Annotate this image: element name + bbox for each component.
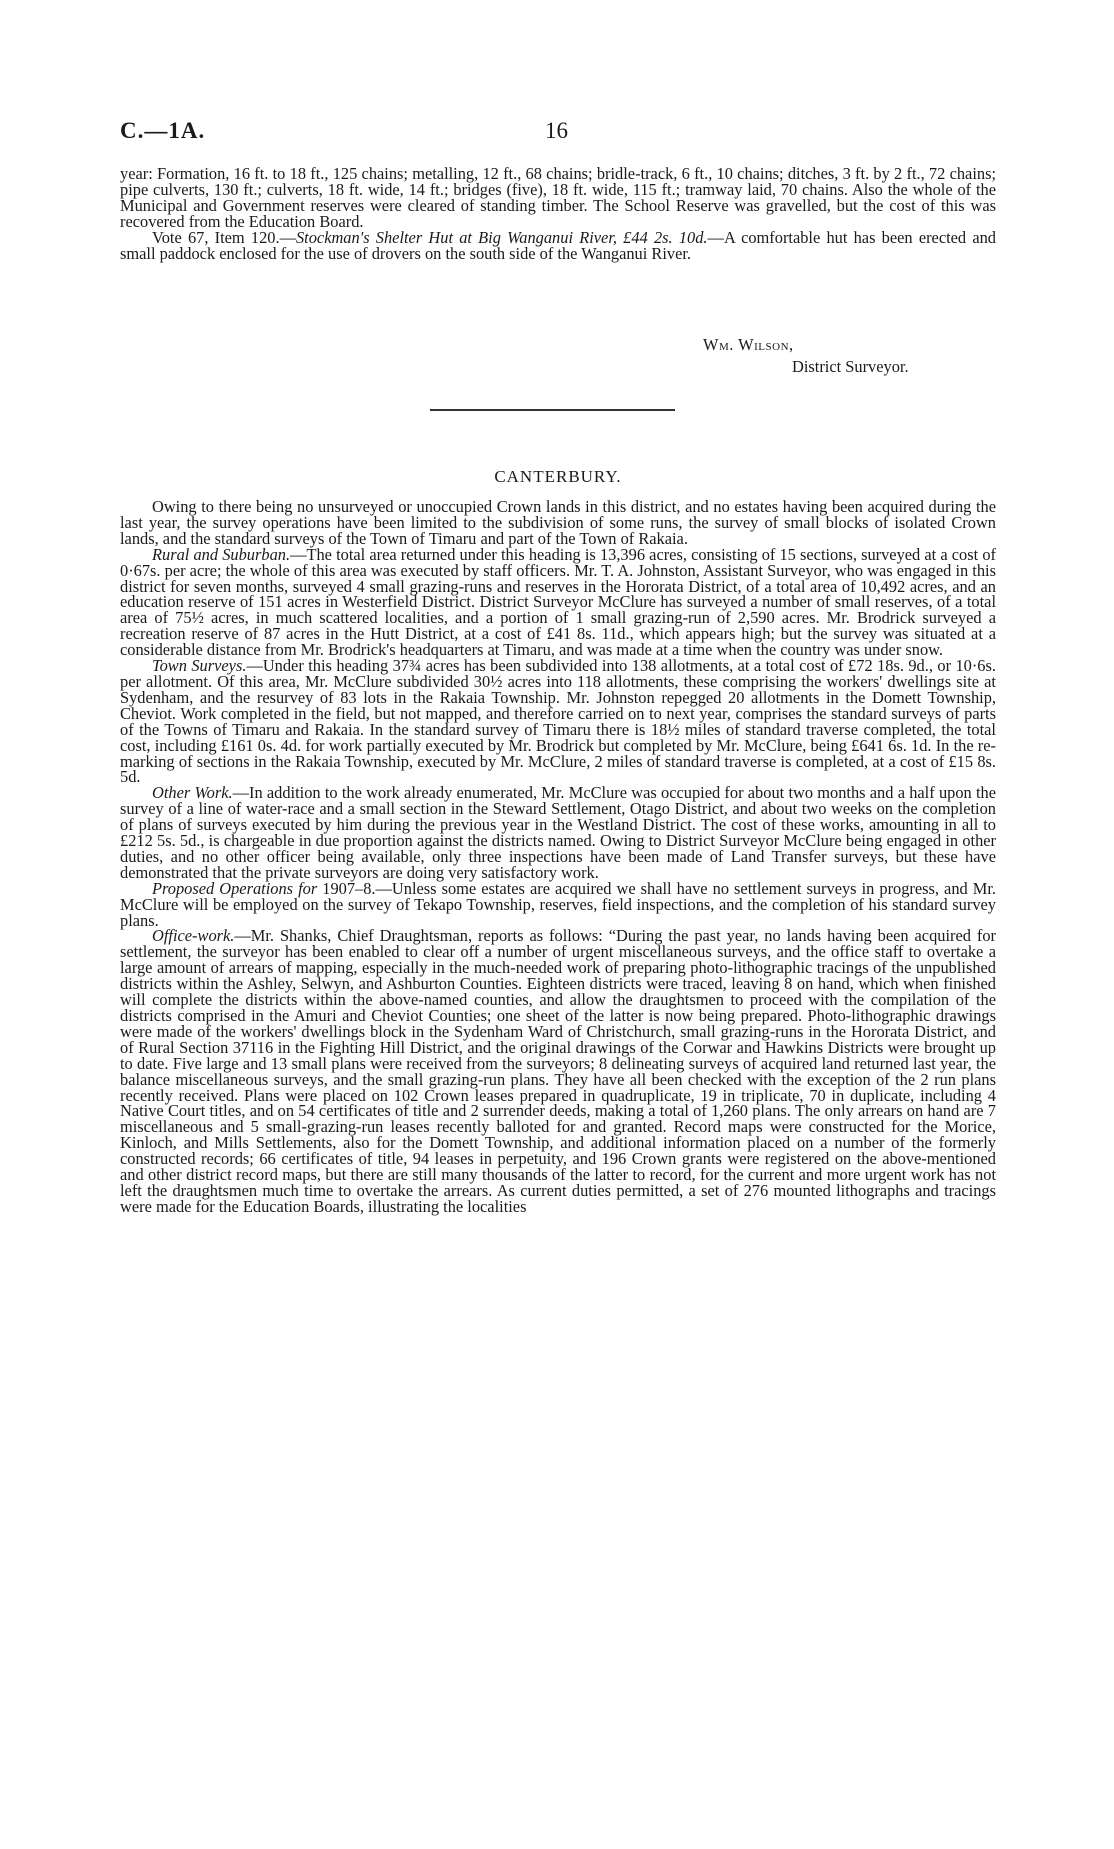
paragraph-office [120,928,996,1214]
page-number: 16 [545,118,568,143]
rural-title: Rural and Suburban. [152,544,291,564]
vote-item-title: Stockman's Shelter Hut at Big Wanganui River, £44 2s. 10d. [295,227,708,247]
paragraph-works-summary: year: Formation, 16 ft. to 18 ft., 125 chains; metalling, 12 ft., 68 chains; bridle-track, 6 ft., 10 chains; ditches, 3 ft. by 2 ft., 72 chains; pipe culverts, 130 ft.; culverts, 18 ft. wide, 14 ft.; bridges (five), 18 ft. wide, 115 ft.; tramway laid, 70 chains. Also the whole of the Municipal and Government reserves were cleared of standing timber. The School Reserve was gravelled, but the cost of this was recovered from the Education Board. [120,164,996,231]
paragraph-proposed [120,878,996,930]
vote-item-body: —A comfortable hut has been erected and small paddock enclosed for the use of drovers on the south side of the Wanganui River. [120,227,996,263]
rural-body: —The total area returned under this heading is 13,396 acres, consisting of 15 sections, surveyed at a cost of 0·67s. per acre; the whole of this area was executed by staff officers. Mr. T. A. Johnston, Assistant Surveyor, who was engaged in this district for seven months, surveyed 4 small grazing-runs and reserves in the Hororata District, of a total area of 10,492 acres, and an education reserve of 151 acres in Westerfield District. District Surveyor McClure has surveyed a number of small reserves, of a total area of 75½ acres, in much scattered localities, and a portion of 1 small grazing-run of 2,590 acres. Mr. Brodrick surveyed a recreation reserve of 87 acres in the Hutt District, at a cost of £41 8s. 11d., which appears high; but the survey was situated at a considerable distance from Mr. Brodrick's headquarters at Timaru, and was made at a time when the country was under snow. [120,544,996,660]
signature-title: District Surveyor. [792,357,909,376]
section-heading-canterbury: CANTERBURY. [494,467,622,486]
continued-report-section [120,166,996,261]
town-body: —Under this heading 37¾ acres has been subdivided into 138 allotments, at a total cost of £72 18s. 9d., or 10·6s. per allotment. Of this area, Mr. McClure subdivided 30½ acres into 118 allotments, these comprising the workers' dwellings site at Sydenham, and the resurvey of 83 lots in the Rakaia Township. Mr. Johnston repegged 20 allotments in the Domett Township, Cheviot. Work completed in the field, but not mapped, and therefore carried on to next year, comprises the standard surveys of parts of the Towns of Timaru and Rakaia. In the standard survey of Timaru there is 18½ miles of standard traverse completed, the total cost, including £161 0s. 4d. for work partially executed by Mr. Brodrick but completed by Mr. McClure, being £641 6s. 1d. In the re-marking of sections in the Rakaia Township, executed by Mr. McClure, 2 miles of standard traverse is completed, at a cost of £15 8s. 5d. [120,656,996,787]
document-reference: C.—1A. [120,118,206,143]
canterbury-report [120,499,996,1215]
other-title: Other Work. [152,783,233,803]
signature-name: Wm. Wilson, [703,335,794,354]
town-title: Town Surveys. [152,656,247,676]
proposed-body: —Unless some estates are acquired we shall have no settlement surveys in progress, and Mr. McClure will be employed on the survey of Tekapo Township, reserves, field inspections, and the completion of his standard survey plans. [120,878,996,930]
paragraph-rural [120,544,996,660]
office-title: Office-work. [152,926,235,946]
vote-item-lead: Vote 67, Item 120.— [152,227,296,247]
other-body: —In addition to the work already enumerated, Mr. McClure was occupied for about two months and a half upon the survey of a line of water-race and a small section in the Steward Settlement, Otago District, and about two weeks on the completion of plans of surveys executed by him during the previous year in the Westland District. The cost of these works, amounting in all to £212 5s. 5d., is chargeable in due proportion against the districts named. Owing to District Surveyor McClure being engaged in other duties, and no other officer being available, only three inspections have been made of Land Transfer surveys, but these have demonstrated that the private surveyors are doing very satisfactory work. [120,783,996,882]
paragraph-vote-item [120,227,996,263]
office-body: —Mr. Shanks, Chief Draughtsman, reports as follows: “During the past year, no lands having been acquired for settlement, the surveyor has been enabled to clear off a number of urgent miscellaneous surveys, and the office staff to overtake a large amount of arrears of mapping, especially in the much-needed work of preparing photo-lithographic tracings of the unpublished districts within the Ashley, Selwyn, and Ashburton Counties. Eighteen districts were traced, leaving 8 on hand, which when finished will complete the districts within the above-named counties, and allow the draughtsmen to proceed with the compilation of the districts comprised in the Amuri and Cheviot Counties; one sheet of the latter is now being prepared. Photo-lithographic drawings were made of the workers' dwellings block in the Sydenham Ward of Christchurch, small grazing-runs in the Hororata District, and of Rural Section 37116 in the Fighting Hill District, and the original drawings of the Corwar and Hawkins Districts were brought up to date. Five large and 13 small plans were received from the surveyors; 8 delineating surveys of acquired land returned last year, the balance miscellaneous surveys, and the small grazing-run plans. They have all been checked with the exception of the 2 run plans recently received. Plans were placed on 102 Crown leases prepared in quadruplicate, 19 in triplicate, 70 in duplicate, including 4 Native Court titles, and on 54 certificates of title and 2 surrender deeds, making a total of 1,260 plans. The only arrears on hand are 7 miscellaneous and 5 small-grazing-run leases recently balloted for and granted. Record maps were constructed for the Morice, Kinloch, and Mills Settlements, also for the Domett Township, and additional information placed on a number of the formerly constructed records; 66 certificates of title, 94 leases in perpetuity, and 196 Crown grants were registered on the above-mentioned and other district record maps, but there are still many thousands of the latter to record, for the current and more urgent work has not left the draughtsmen much time to overtake the arrears. As current duties permitted, a set of 276 mounted lithographs and tracings were made for the Education Boards, illustrating the localities [120,926,996,1216]
paragraph-town [120,658,996,785]
paragraph-intro: Owing to there being no unsurveyed or unoccupied Crown lands in this district, and no estates having been acquired during the last year, the survey operations have been limited to the subdivision of some runs, the survey of small blocks of isolated Crown lands, and the standard surveys of the Town of Timaru and part of the Town of Rakaia. [120,497,996,548]
proposed-title: Proposed Operations for [152,878,318,898]
proposed-year: 1907–8. [317,878,376,898]
section-divider [430,409,675,411]
paragraph-other [120,785,996,880]
